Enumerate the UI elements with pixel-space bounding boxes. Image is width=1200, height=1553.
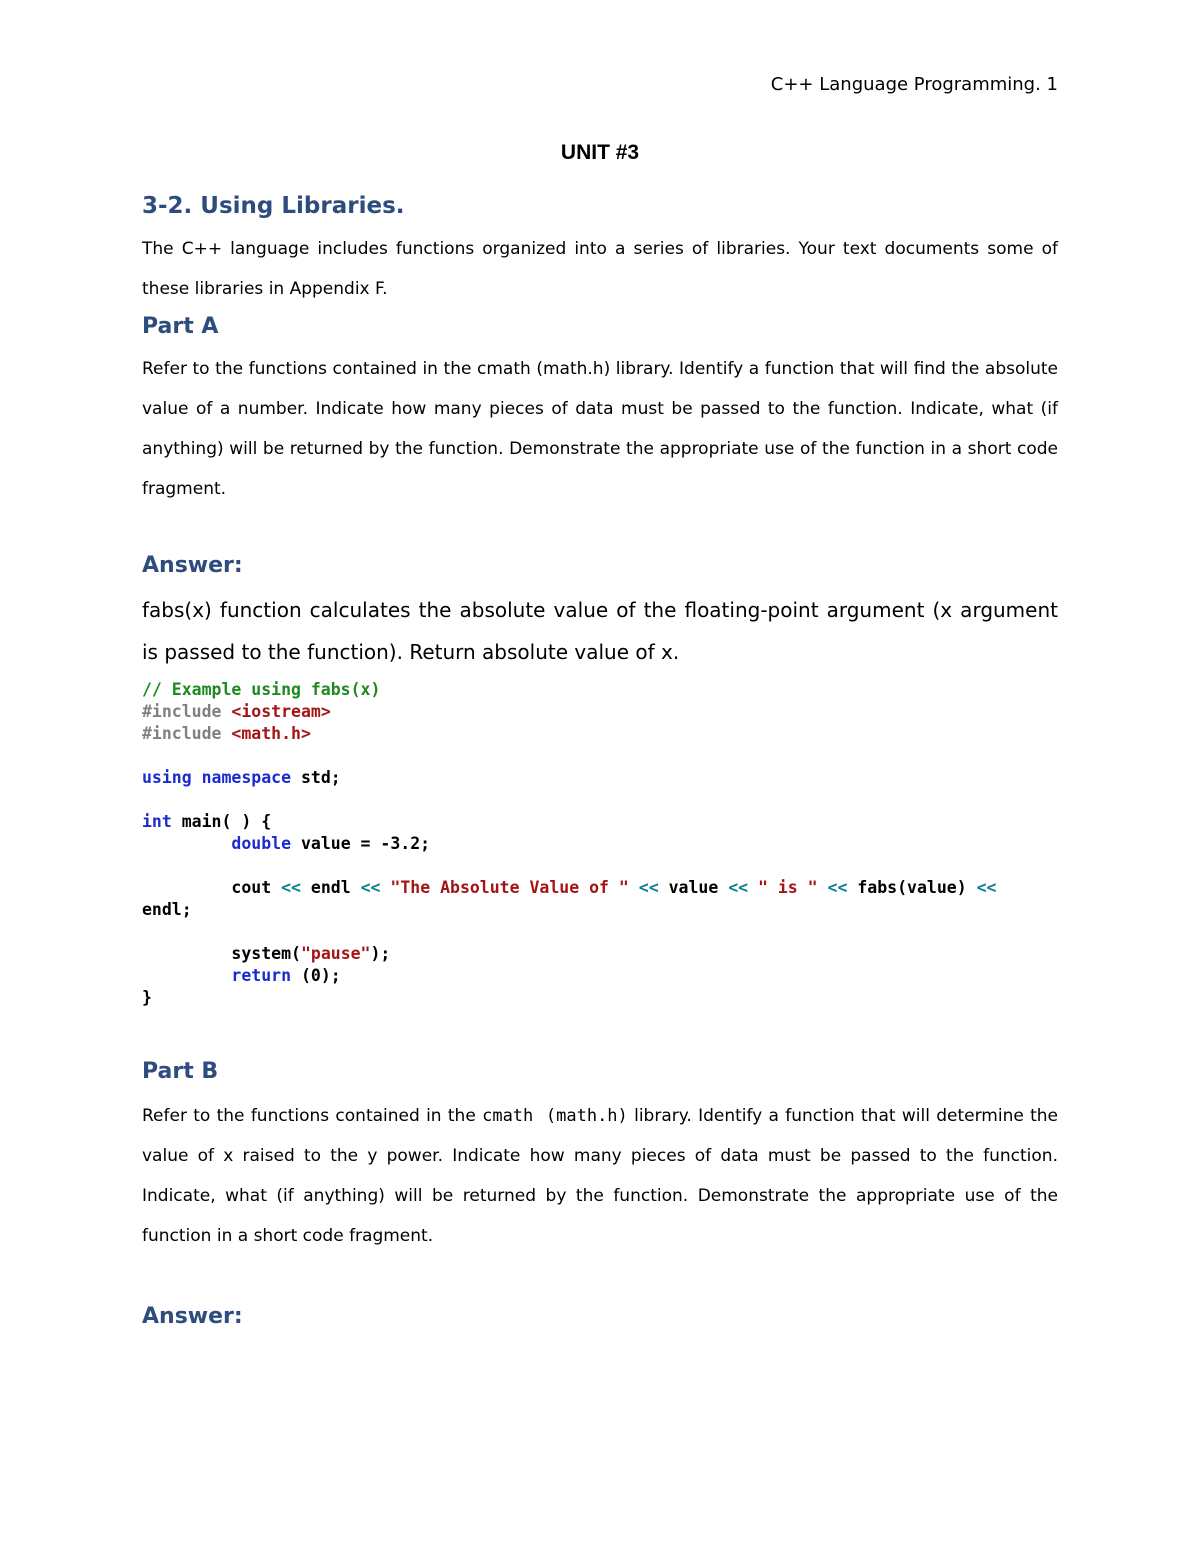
- code-fabs-call: fabs(value): [857, 878, 967, 897]
- part-a-answer-label: Answer:: [142, 553, 243, 578]
- code-close-brace: }: [142, 988, 152, 1007]
- part-b-question: [142, 1096, 1058, 1256]
- part-b-cmath: cmath: [482, 1106, 534, 1126]
- code-endl-end: endl;: [142, 900, 192, 919]
- code-include-directive: #include: [142, 702, 222, 721]
- code-keyword-namespace: namespace: [201, 768, 292, 787]
- code-operator: <<: [728, 878, 749, 897]
- code-return-value: (0);: [300, 966, 341, 985]
- part-b-answer-label: Answer:: [142, 1304, 243, 1329]
- section-intro: The C++ language includes functions organized into a series of libraries. Your text documents some of these libraries in Appendix F.: [142, 239, 1058, 299]
- code-endl: endl: [310, 878, 351, 897]
- running-header: C++ Language Programming. 1: [770, 74, 1058, 95]
- code-keyword-double: double: [231, 834, 292, 853]
- code-operator: <<: [638, 878, 659, 897]
- unit-title: UNIT #3: [560, 141, 640, 164]
- code-string-absolute: "The Absolute Value of ": [390, 878, 629, 897]
- code-operator: <<: [827, 878, 848, 897]
- code-main-signature: main( ) {: [181, 812, 272, 831]
- code-value: value: [668, 878, 719, 897]
- part-b-heading: Part B: [142, 1059, 219, 1084]
- part-a-answer-text: fabs(x) function calculates the absolute value of the floating-point argument (x argument is passed to the function). Return absolute value of x.: [142, 598, 1058, 664]
- part-b-mathh: (math.h): [545, 1106, 628, 1126]
- part-b-question-start: Refer to the functions contained in the: [142, 1106, 476, 1126]
- code-system-close: );: [370, 944, 391, 963]
- code-keyword-return: return: [231, 966, 292, 985]
- code-include-iostream: <iostream>: [231, 702, 331, 721]
- part-a-question: Refer to the functions contained in the cmath (math.h) library. Identify a function that will find the absolute value of a number. Indicate how many pieces of data must be passed to the function. Indicate, what (if anything) will be returned by the function. Demonstrate the appropriate use of the function in a short code fragment.: [142, 359, 1058, 499]
- part-b-question-rest: library. Identify a function that will determine the value of x raised to the y power. Indicate how many pieces of data must be passed to the function. Indicate, what (if anything) will be returned by the function. Demonstrate the appropriate use of the function in a short code fragment.: [142, 1106, 1058, 1246]
- code-system-open: system(: [231, 944, 301, 963]
- code-string-pause: "pause": [300, 944, 371, 963]
- code-value-decl: value = -3.2;: [300, 834, 431, 853]
- code-cout: cout: [231, 878, 272, 897]
- section-heading: 3-2. Using Libraries.: [142, 193, 405, 219]
- part-a-heading: Part A: [142, 314, 219, 339]
- code-keyword-using: using: [142, 768, 192, 787]
- code-include-mathh: <math.h>: [231, 724, 311, 743]
- code-std: std;: [300, 768, 341, 787]
- code-operator: <<: [281, 878, 301, 897]
- code-comment: // Example using fabs(x): [142, 680, 381, 699]
- code-include-directive: #include: [142, 724, 222, 743]
- code-string-is: " is ": [758, 878, 818, 897]
- code-operator: <<: [976, 878, 997, 897]
- code-keyword-int: int: [142, 812, 172, 831]
- code-operator: <<: [360, 878, 381, 897]
- code-fragment: [142, 679, 1058, 1009]
